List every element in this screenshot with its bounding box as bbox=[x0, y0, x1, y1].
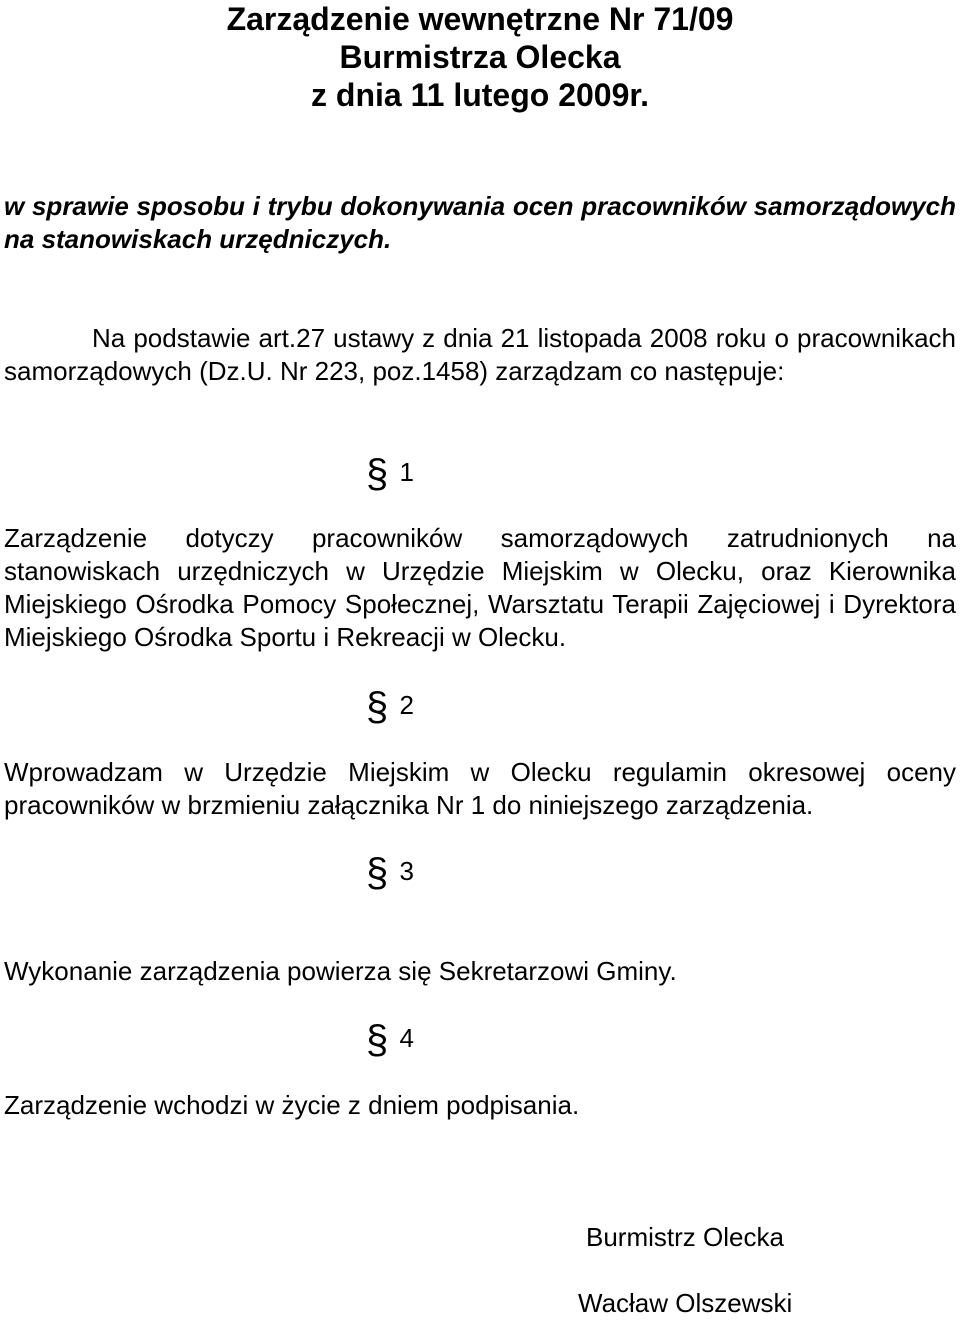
section-text-2: Wprowadzam w Urzędzie Miejskim w Olecku regulamin okresowej oceny pracowników w brzmieniu załącznika Nr 1 do niniejszego zarządzenia. bbox=[4, 757, 956, 820]
section-symbol: § bbox=[366, 851, 389, 895]
signature-role: Burmistrz Olecka bbox=[586, 1222, 784, 1252]
document-header bbox=[4, 0, 956, 114]
section-heading-1 bbox=[366, 452, 414, 496]
section-text-3: Wykonanie zarządzenia powierza się Sekretarzowi Gminy. bbox=[4, 956, 677, 986]
legal-basis-paragraph: Na podstawie art.27 ustawy z dnia 21 listopada 2008 roku o pracownikach samorządowych (Dz.U. Nr 223, poz.1458) zarządzam co następuje: bbox=[4, 323, 956, 386]
section-symbol: § bbox=[366, 452, 389, 496]
document-issuer: Burmistrza Olecka bbox=[339, 39, 621, 75]
signature-name: Wacław Olszewski bbox=[578, 1288, 793, 1318]
section-heading-3 bbox=[366, 851, 414, 895]
section-symbol: § bbox=[366, 1018, 389, 1062]
section-heading-2 bbox=[366, 685, 414, 729]
section-heading-4 bbox=[366, 1018, 414, 1062]
document-title: Zarządzenie wewnętrzne Nr 71/09 bbox=[226, 1, 734, 37]
section-number: 4 bbox=[399, 1023, 414, 1053]
section-text-1: Zarządzenie dotyczy pracowników samorządowych zatrudnionych na stanowiskach urzędniczych w Urzędzie Miejskim w Olecku, oraz Kierownika Miejskiego Ośrodka Pomocy Społecznej, Warsztatu Terapii Zajęciowej i Dyrektora Miejskiego Ośrodka Sportu i Rekreacji w Olecku. bbox=[4, 523, 956, 652]
section-number: 2 bbox=[399, 690, 414, 720]
document bbox=[4, 0, 956, 1318]
section-number: 1 bbox=[399, 457, 414, 487]
document-date: z dnia 11 lutego 2009r. bbox=[311, 77, 649, 113]
document-subject: w sprawie sposobu i trybu dokonywania ocen pracowników samorządowych na stanowiskach urzędniczych. bbox=[4, 191, 956, 254]
section-number: 3 bbox=[399, 856, 414, 886]
section-text-4: Zarządzenie wchodzi w życie z dniem podpisania. bbox=[4, 1090, 580, 1120]
section-symbol: § bbox=[366, 685, 389, 729]
